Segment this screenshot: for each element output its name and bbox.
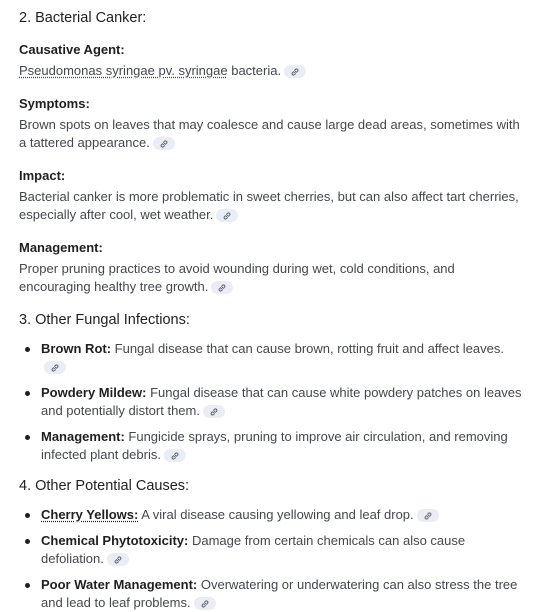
list-item (19, 532, 524, 568)
link-icon (423, 511, 433, 521)
management-label: Management: (19, 240, 103, 255)
list-item-text: A viral disease causing yellowing and leaf drop. (138, 507, 414, 522)
symptoms-body: Brown spots on leaves that may coalesce and cause large dead areas, sometimes with a tattered appearance. (19, 117, 520, 150)
source-link-chip[interactable] (44, 361, 66, 374)
list-item-term: Brown Rot: (41, 341, 112, 356)
source-link-chip[interactable] (164, 449, 186, 462)
source-link-chip[interactable] (107, 553, 129, 566)
source-link-chip[interactable] (284, 65, 306, 78)
causative-agent-label: Causative Agent: (19, 42, 125, 57)
list-item-term: Cherry Yellows: (41, 507, 139, 522)
link-icon (113, 555, 123, 565)
source-link-chip[interactable] (153, 137, 175, 150)
source-link-chip[interactable] (417, 509, 439, 522)
other-causes-list (19, 506, 524, 612)
source-link-chip[interactable] (216, 209, 238, 222)
causative-agent-text (19, 62, 524, 80)
list-item-term: Poor Water Management: (41, 577, 198, 592)
list-item (19, 506, 524, 524)
link-icon (50, 363, 60, 373)
link-icon (159, 139, 169, 149)
list-item-text: Overwatering or underwatering can also stress the tree and lead to leaf problems. (41, 577, 518, 610)
link-icon (222, 211, 232, 221)
link-icon (290, 67, 300, 77)
management-body: Proper pruning practices to avoid wounding during wet, cold conditions, and encouraging healthy tree growth. (19, 261, 455, 294)
source-link-chip[interactable] (203, 405, 225, 418)
list-item-term: Powdery Mildew: (41, 385, 147, 400)
list-item-text: Damage from certain chemicals can also cause defoliation. (41, 533, 466, 566)
link-icon (209, 407, 219, 417)
source-link-chip[interactable] (211, 281, 233, 294)
list-item (19, 384, 524, 420)
list-item (19, 428, 524, 464)
section-heading-fungal-infections: 3. Other Fungal Infections: (19, 312, 190, 328)
pathogen-name: Pseudomonas syringae pv. syringae (19, 63, 228, 78)
list-item-text: Fungal disease that can cause brown, rotting fruit and affect leaves. (111, 341, 504, 356)
list-item-text: Fungal disease that can cause white powdery patches on leaves and potentially distort them. (41, 385, 522, 418)
management-text (19, 260, 524, 296)
link-icon (200, 599, 210, 609)
list-item-term: Management: (41, 429, 125, 444)
symptoms-text (19, 116, 524, 152)
symptoms-label: Symptoms: (19, 96, 90, 111)
link-icon (170, 451, 180, 461)
link-icon (217, 283, 227, 293)
list-item-term: Chemical Phytotoxicity: (41, 533, 189, 548)
list-item-text: Fungicide sprays, pruning to improve air circulation, and removing infected plant debris. (41, 429, 508, 462)
section-heading-bacterial-canker: 2. Bacterial Canker: (19, 10, 147, 26)
list-item (19, 576, 524, 612)
impact-label: Impact: (19, 168, 66, 183)
source-link-chip[interactable] (194, 597, 216, 610)
causative-agent-rest: bacteria. (227, 63, 282, 78)
impact-text (19, 188, 524, 224)
list-item (19, 340, 524, 376)
section-heading-other-causes: 4. Other Potential Causes: (19, 478, 190, 494)
impact-body: Bacterial canker is more problematic in sweet cherries, but can also affect tart cherries, especially after cool, wet weather. (19, 189, 519, 222)
fungal-infections-list (19, 340, 524, 464)
